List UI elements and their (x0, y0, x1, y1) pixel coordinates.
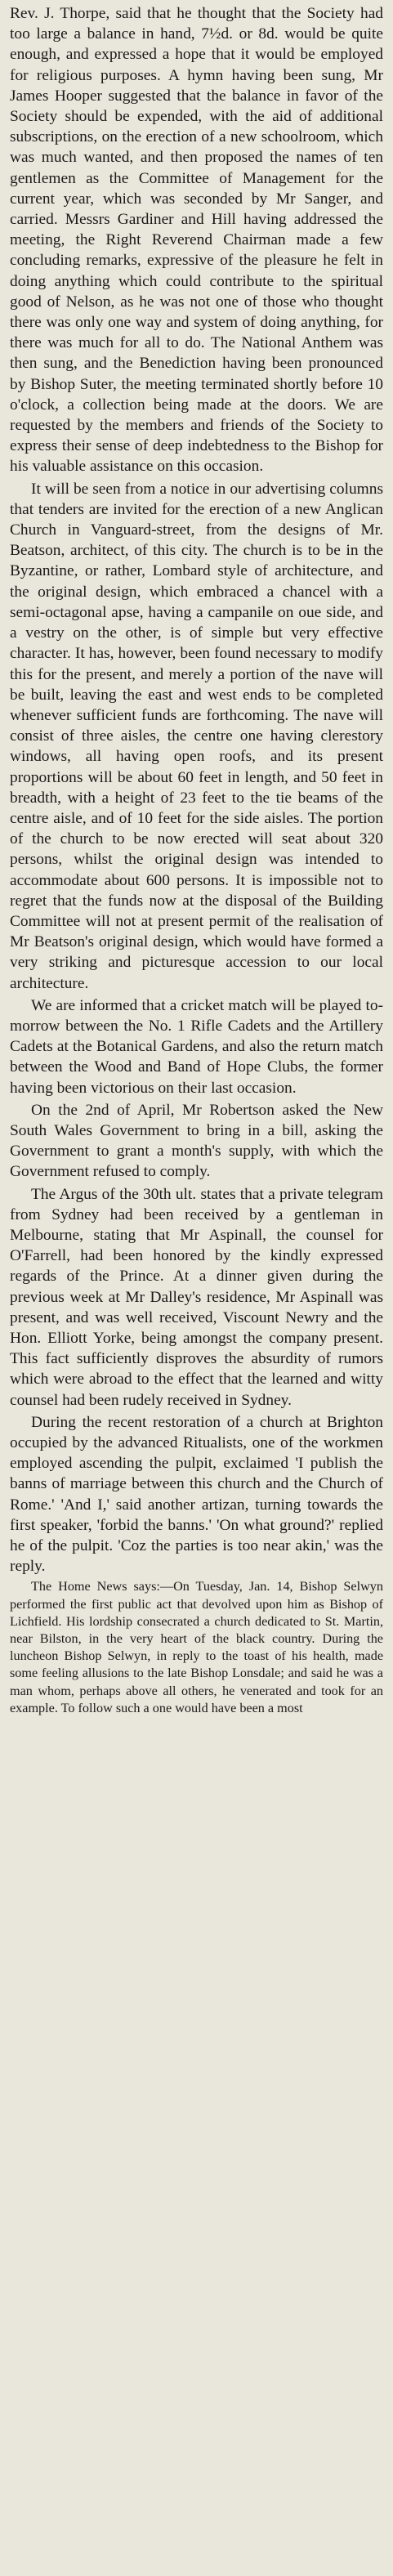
paragraph-new-church: It will be seen from a notice in our advertising columns that tenders are invited for the erection of a new Anglican Church in Vanguard-street, from the designs of Mr. Beatson, architect, of this city. The church is to be in the Byzantine, or rather, Lombard style of architecture, and the original design, which embraced a chancel with a semi-octagonal apse, having a campanile on oue side, and a vestry on the other, is of simple but very effective character. It has, however, been found necessary to modify this for the present, and merely a portion of the nave will be built, leaving the east and west ends to be completed whenever sufficient funds are forthcoming. The nave will consist of three aisles, the centre one having clerestory windows, all having open roofs, and its present proportions will be about 60 feet in length, and 50 feet in breadth, with a height of 23 feet to the tie beams of the centre aisle, and of 10 feet for the side aisles. The portion of the church to be now erected will seat about 320 persons, whilst the original design was intended to accommodate about 600 persons. It is impossible not to regret that the funds now at the disposal of the Building Committee will not at present permit of the realisation of Mr Beatson's original design, which would have formed a very striking and picturesque accession to our local architecture. (10, 480, 383, 992)
paragraph-argus-telegram: The Argus of the 30th ult. states that a private telegram from Sydney had been received by a gentleman in Melbourne, stating that Mr Aspinall, the counsel for O'Farrell, had been honored by the kindly expressed regards of the Prince. At a dinner given during the previous week at Mr Dalley's residence, Mr Aspinall was present, and was well received, Viscount Newry and the Hon. Elliott Yorke, being amongst the company present. This fact sufficiently disproves the absurdity of rumors which were abroad to the effect that the learned and witty counsel had been rudely received in Sydney. (10, 1185, 383, 1409)
paragraph-brighton-church: During the recent restoration of a church at Brighton occupied by the advanced Ritualists, one of the workmen employed ascending the pulpit, exclaimed 'I publish the banns of marriage between this church and the Church of Rome.' 'And I,' said another artizan, turning towards the first speaker, 'forbid the banns.' 'On what ground?' replied he of the pulpit. 'Coz the parties is too near akin,' was the reply. (10, 1413, 383, 1576)
paragraph-society-meeting: Rev. J. Thorpe, said that he thought that the Society had too large a balance in hand, 7½d. or 8d. would be quite enough, and expressed a hope that it would be employed for religious purposes. A hymn having been sung, Mr James Hooper suggested that the balance in favor of the Society should be expended, with the aid of additional subscriptions, on the erection of a new schoolroom, which was much wanted, and then proposed the names of ten gentlemen as the Committee of Management for the current year, which was seconded by Mr Sanger, and carried. Messrs Gardiner and Hill having addressed the meeting, the Right Reverend Chairman made a few concluding remarks, expressive of the pleasure he felt in doing anything which could contribute to the spiritual good of Nelson, as he was not one of those who thought there was only one way and system of doing anything, for there was much for all to do. The National Anthem was then sung, and the Benediction having been pronounced by Bishop Suter, the meeting terminated shortly before 10 o'clock, a collection being made at the doors. We are requested by the members and friends of the Society to express their sense of deep indebtedness to the Bishop for his valuable assistance on this occasion. (10, 5, 383, 476)
paragraph-nsw-government: On the 2nd of April, Mr Robertson asked the New South Wales Government to bring in a bill, asking the Government to grant a month's supply, with which the Government refused to comply. (10, 1101, 383, 1181)
paragraph-cricket-match: We are informed that a cricket match will be played to-morrow between the No. 1 Rifle Cadets and the Artillery Cadets at the Botanical Gardens, and also the return match between the Wood and Band of Hope Clubs, the former having been victorious on their last occasion. (10, 996, 383, 1097)
paragraph-home-news: The Home News says:—On Tuesday, Jan. 14, Bishop Selwyn performed the first public act that devolved upon him as Bishop of Lichfield. His lordship consecrated a church dedicated to St. Martin, near Bilston, in the very heart of the black country. During the luncheon Bishop Selwyn, in reply to the toast of his health, made some feeling allusions to the late Bishop Lonsdale; and said he was a man whom, perhaps above all others, he venerated and took for an example. To follow such a one would have been a most (10, 1579, 383, 1715)
